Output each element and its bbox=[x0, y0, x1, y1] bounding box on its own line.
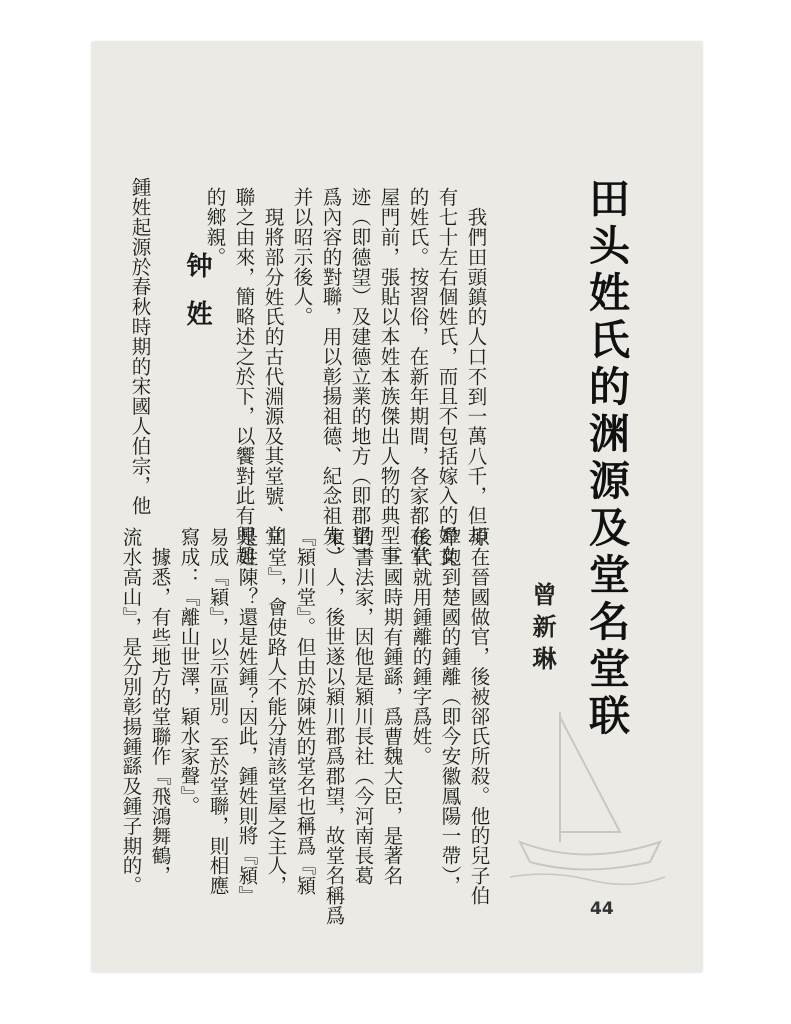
text-column: 屋門前，張貼以本姓本族傑出人物的典型事 bbox=[377, 187, 401, 566]
bleed-through-text bbox=[522, 137, 538, 437]
text-column: 有七十左右個姓氏，而且不包括嫁入的婦女 bbox=[435, 187, 459, 566]
text-column: 據悉，有些地方的堂聯作『飛鴻舞鶴， bbox=[148, 547, 172, 886]
text-column: 原在晉國做官，後被郤氏所殺。他的兒子伯 bbox=[467, 527, 491, 906]
text-column: 犂跑到楚國的鍾離（即今安徽鳳陽一帶）， bbox=[438, 527, 462, 896]
text-column: 東）人，後世遂以潁川郡爲郡望，故堂名稱爲 bbox=[322, 527, 346, 925]
text-column: 三國時期有鍾繇，爲曹魏大臣，是著名 bbox=[380, 547, 404, 886]
text-column: 的姓氏。按習俗，在新年期間，各家都在堂 bbox=[406, 187, 430, 566]
text-column: 爲內容的對聯，用以彰揚祖德、紀念祖先， bbox=[319, 187, 343, 566]
document-page bbox=[92, 42, 702, 972]
text-column: 現將部分姓氏的古代淵源及其堂號、堂 bbox=[261, 207, 285, 546]
page-number: 44 bbox=[590, 899, 614, 919]
text-column: 川堂』，會使路人不能分清該堂屋之主人， bbox=[264, 527, 288, 896]
text-column: 的鄉親。 bbox=[203, 187, 227, 267]
text-column: 聯之由來，簡略述之於下，以饗對此有興趣 bbox=[232, 187, 256, 566]
text-column: 後代就用鍾離的鍾字爲姓。 bbox=[409, 527, 433, 766]
text-column: 我們田頭鎮的人口不到一萬八千，但却 bbox=[464, 207, 488, 546]
text-column: 迹（即德望）及建德立業的地方（即郡望） bbox=[348, 187, 372, 566]
text-column: 易成『穎』，以示區別。至於堂聯，則相應 bbox=[206, 527, 230, 896]
article-title: 田头姓氏的渊源及堂名堂联 bbox=[582, 177, 630, 741]
text-column: 『潁川堂』。但由於陳姓的堂名也稱爲『潁 bbox=[293, 527, 317, 896]
text-column: 的書法家，因他是潁川長社（今河南長葛 bbox=[351, 527, 375, 886]
author-name: 曾新琳 bbox=[528, 582, 557, 678]
text-column: 是姓陳？還是姓鍾？因此，鍾姓則將『潁』 bbox=[235, 527, 259, 906]
section-title: 钟姓 bbox=[182, 252, 212, 348]
text-column: 寫成：『離山世澤，穎水家聲』。 bbox=[177, 527, 201, 816]
text-column: 流水高山』，是分別彰揚鍾繇及鍾子期的。 bbox=[119, 527, 143, 896]
text-column: 鍾姓起源於春秋時期的宋國人伯宗，他 bbox=[128, 177, 152, 516]
text-column: 并以昭示後人。 bbox=[290, 187, 314, 327]
